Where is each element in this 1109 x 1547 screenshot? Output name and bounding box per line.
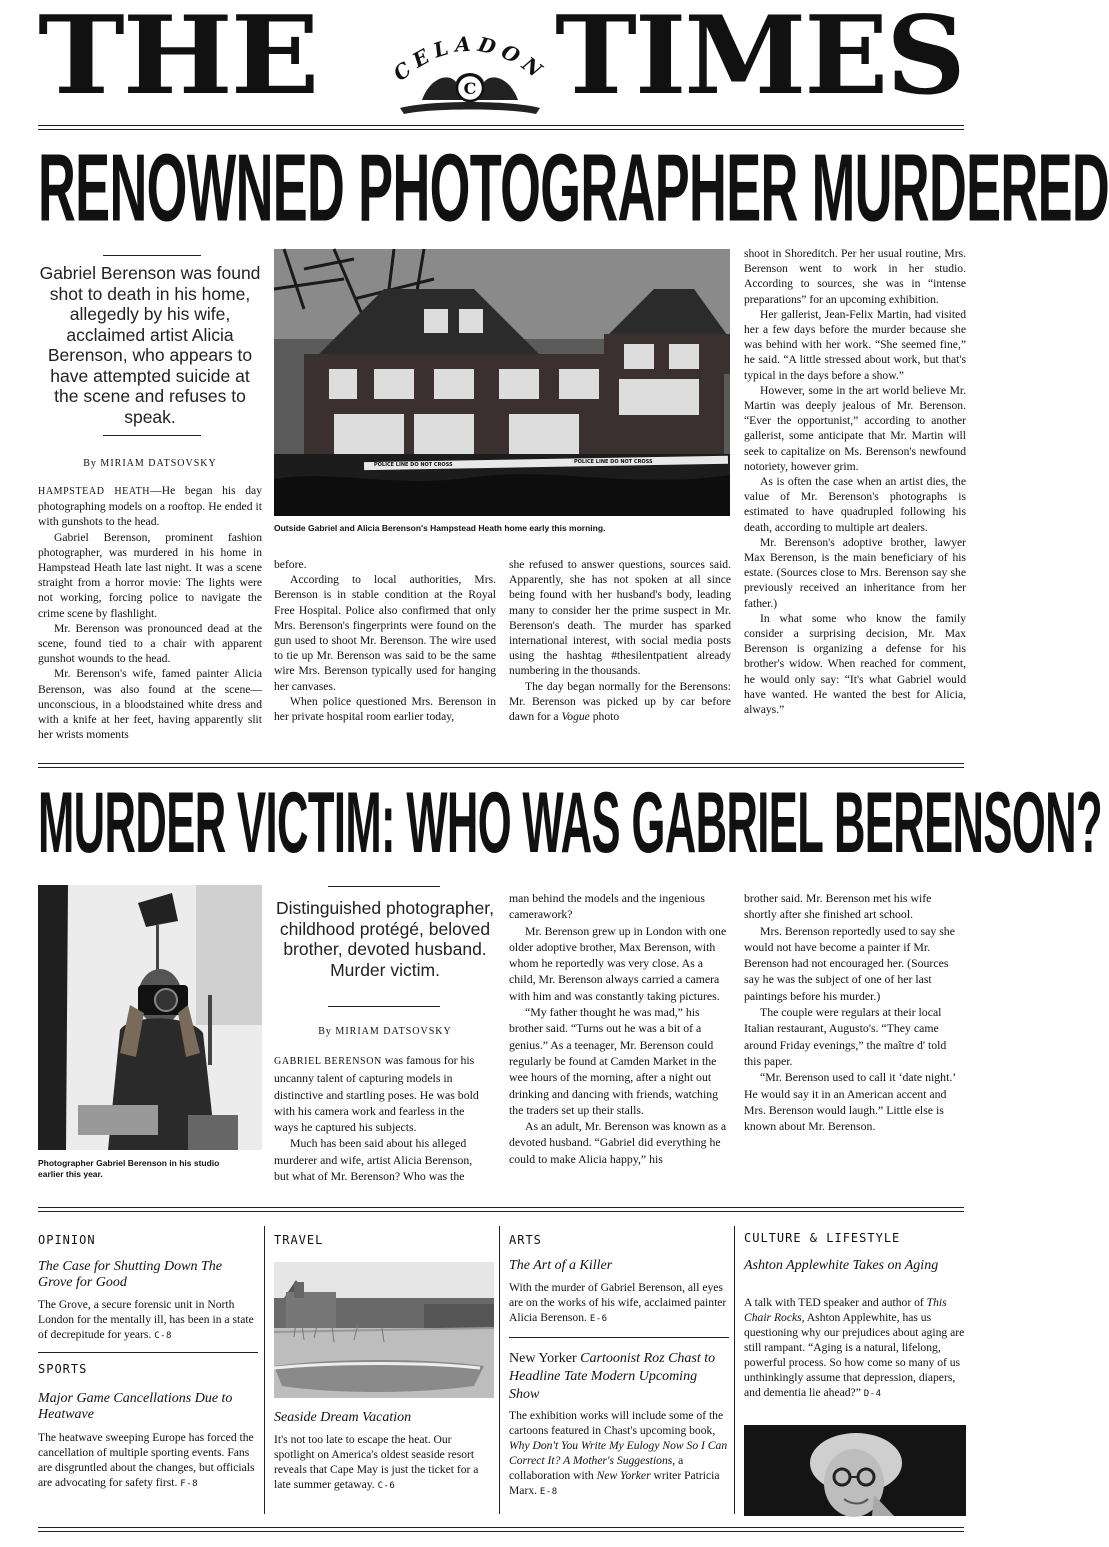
deck-rule-bottom <box>328 1006 440 1007</box>
story1-paragraph: In what some who know the family consider a surprising decision, Mr. Max Berenson is organizing a defense for his brother's widow. When reached for comment, he would only say: “It's what Gabriel would have wanted. He wanted the best for Alicia, always.” <box>744 611 966 717</box>
story1-column-1 <box>38 483 262 742</box>
travel-headline[interactable]: Seaside Dream Vacation <box>274 1410 412 1425</box>
section-rule <box>38 763 964 768</box>
story2-paragraph: Much has been said about his alleged murderer and wife, artist Alicia Berenson, but what of Mr. Berenson? Who was the <box>274 1136 473 1184</box>
story1-paragraph-text: The day began normally for the Berensons: Mr. Berenson was picked up by car before dawn for a <box>509 679 731 724</box>
story1-column-3 <box>509 557 731 724</box>
section-divider <box>38 1352 258 1353</box>
opinion-text: The Grove, a secure forensic unit in North London for the mentally ill, has been in a state of decrepitude for years. <box>38 1298 254 1341</box>
story1-paragraph: —He began his day photographing models on a rooftop. He ended it with gunshots to the head. <box>38 484 262 529</box>
story1-paragraph-text: photo <box>589 710 620 724</box>
story1-column-2 <box>274 557 496 724</box>
masthead-celadon: CELADON <box>388 31 552 86</box>
story1-paragraph: before. <box>274 558 307 571</box>
arts-headline-2-text: Cartoonist Roz Chast to Headline Tate Modern Upcoming Show <box>509 1351 716 1402</box>
publication-name: New Yorker <box>596 1469 651 1482</box>
story2-column-4 <box>744 890 966 1134</box>
travel-text: It's not too late to escape the heat. Our spotlight on America's oldest seaside resort reveals that Cape May is just the ticket for a late summer getaway. <box>274 1433 479 1491</box>
deck-rule-top <box>328 886 440 887</box>
police-tape-text: POLICE LINE DO NOT CROSS <box>374 462 453 468</box>
page-reference: E-6 <box>589 1314 608 1324</box>
story2-paragraph: was famous for his uncanny talent of capturing models in distinctive and startling poses. He was bold with his camera work and fearless in the ways he captured his subjects. <box>274 1053 479 1135</box>
page-reference: F-8 <box>180 1479 199 1489</box>
arts-headline-2-publication: New Yorker <box>509 1351 581 1366</box>
story2-paragraph: The couple were regulars at their local Italian restaurant, Augusto's. “They came around Friday evenings,” the maître d' told this paper. <box>744 1005 947 1068</box>
story1-paragraph: Her gallerist, Jean-Felix Martin, had visited her a few days before the murder because she was behind with her work. “She seemed fine,” he said. “A little stressed about work, but that's typical in the days before a show.” <box>744 307 966 382</box>
story2-paragraph: Mrs. Berenson reportedly used to say she would not have become a painter if Mr. Berenson had not encouraged her. (Sources say he was the subject of one of her last paintings before his murder.) <box>744 923 955 1003</box>
arts-headline-2[interactable] <box>509 1350 729 1404</box>
story2-byline: By MIRIAM DATSOVSKY <box>318 1026 452 1037</box>
book-title: This Chair Rocks, <box>744 1296 947 1324</box>
opinion-headline[interactable]: The Case for Shutting Down The Grove for Good <box>38 1259 222 1290</box>
column-divider <box>264 1226 265 1514</box>
story1-paragraph: Mr. Berenson's adoptive brother, lawyer Max Berenson, is the main beneficiary of his estate. (Sources close to Mrs. Berenson say she previously received an inheritance from her father.) <box>744 535 966 610</box>
arts-summary-1 <box>509 1280 729 1327</box>
book-title: Why Don't You Write My Eulogy Now So I Can Correct It? A Mother's Suggestions, <box>509 1439 728 1467</box>
story1-paragraph: she refused to answer questions, sources said. Apparently, she has not spoken at all since being found with her husband's body, leading many to consider her the prime suspect in Mr. Berenson's death. The murder has sparked international interest, with social media posts using the hashtag #thesilentpatient already numbering in the thousands. <box>509 558 731 678</box>
opinion-summary <box>38 1297 258 1344</box>
page-reference: C-6 <box>377 1481 396 1491</box>
travel-section-label[interactable]: TRAVEL <box>274 1233 324 1247</box>
culture-headline[interactable]: Ashton Applewhite Takes on Aging <box>744 1258 939 1273</box>
story1-paragraph: As is often the case when an artist dies, the value of Mr. Berenson's photographs is estimated to have quadrupled following his death, according to multiple art dealers. <box>744 475 966 534</box>
story2-deck: Distinguished photographer, childhood protégé, beloved brother, devoted husband. Murder victim. <box>276 898 494 980</box>
arts-text: a collaboration with <box>509 1454 684 1482</box>
story1-paragraph: Gabriel Berenson, prominent fashion photographer, was murdered in his home in Hampstead Heath late last night. It was a scene straight from a horror movie: The lights were not working, forcing police to navigate the crime scene by flashlight. <box>38 530 262 620</box>
opinion-section-label[interactable]: OPINION <box>38 1233 96 1247</box>
arts-text: The exhibition works will include some of the cartoons featured in Chast's upcoming book, <box>509 1409 724 1437</box>
house-photo <box>274 249 730 516</box>
arts-headline-1[interactable]: The Art of a Killer <box>509 1258 613 1273</box>
photographer-photo-image <box>38 885 262 1150</box>
house-photo-image <box>274 249 730 516</box>
arts-text: writer Patricia Marx. <box>509 1469 720 1497</box>
second-headline: MURDER VICTIM: WHO WAS GABRIEL BERENSON? <box>38 775 1102 872</box>
page-reference: E-8 <box>539 1487 558 1497</box>
arts-summary-2 <box>509 1408 729 1500</box>
story2-column-2 <box>274 1052 490 1184</box>
section-rule <box>38 1207 964 1212</box>
sports-summary <box>38 1430 258 1492</box>
arts-text: With the murder of Gabriel Berenson, all eyes are on the works of his wife, acclaimed painter Alicia Berenson. <box>509 1281 727 1324</box>
story1-paragraph: Mr. Berenson's wife, famed painter Alicia Berenson, was also found at the scene—unconscious, in a bloodstained white dress and with a knife at her feet, having apparently slit her wrists moments <box>38 667 262 742</box>
section-divider <box>509 1337 729 1338</box>
sports-headline[interactable]: Major Game Cancellations Due to Heatwave <box>38 1391 233 1422</box>
story1-paragraph: However, some in the art world believe Mr. Martin was deeply jealous of Mr. Berenson. “Ever the opportunist,” according to another gallerist, some anticipate that Mr. Martin will seek to capitalize on Ms. Berenson's newfound notoriety, however grim. <box>744 383 966 473</box>
story1-paragraph: shoot in Shoreditch. Per her usual routine, Mrs. Berenson went to work in her studio. According to sources, she was in “intense preparations” for an upcoming exhibition. <box>744 247 966 306</box>
story2-lead: GABRIEL BERENSON <box>274 1056 382 1067</box>
story2-paragraph: man behind the models and the ingenious camerawork? <box>509 891 705 922</box>
culture-text: Ashton Applewhite, has us questioning why our prejudices about aging are still rampant. “Aging is a natural, lifelong, powerful process. So how come so many of us unthinkingly assume that depression, diapers, and dementia lie ahead?” <box>744 1311 965 1399</box>
story1-paragraph: Mr. Berenson was pronounced dead at the scene, found tied to a chair with apparent gunshot wounds to the head. <box>38 621 262 666</box>
masthead-the: THE <box>38 0 318 119</box>
arts-section-label[interactable]: ARTS <box>509 1233 542 1247</box>
seaside-photo-image <box>274 1262 494 1398</box>
photographer-photo <box>38 885 262 1150</box>
travel-summary <box>274 1432 492 1494</box>
footer-rule <box>38 1527 964 1532</box>
culture-text: A talk with TED speaker and author of <box>744 1296 927 1309</box>
portrait-photo-image <box>744 1425 966 1516</box>
column-divider <box>499 1226 500 1514</box>
story2-paragraph: “Mr. Berenson used to call it ‘date night.’ He would say it in an American accent and Mrs. Berenson would laugh.” Little else is known about Mr. Berenson. <box>744 1070 956 1134</box>
police-tape-text: POLICE LINE DO NOT CROSS <box>574 459 653 465</box>
deck-rule-bottom <box>103 435 201 436</box>
house-photo-caption: Outside Gabriel and Alicia Berenson's Hampstead Heath home early this morning. <box>274 523 606 533</box>
page-reference: D-4 <box>863 1389 882 1399</box>
vogue-title: Vogue <box>561 710 590 724</box>
story1-paragraph: When police questioned Mrs. Berenson in her private hospital room earlier today, <box>274 694 496 724</box>
story2-column-3 <box>509 890 731 1167</box>
masthead <box>38 0 964 119</box>
story1-byline: By MIRIAM DATSOVSKY <box>83 458 217 469</box>
seaside-photo <box>274 1262 494 1398</box>
story1-deck: Gabriel Berenson was found shot to death in his home, allegedly by his wife, acclaimed artist Alicia Berenson, who appears to have attempted suicide at the scene and refuses to speak. <box>39 263 261 427</box>
sports-text: The heatwave sweeping Europe has forced the cancellation of multiple sporting events. Fans are disgruntled about the changes, but officials are advocating for safety first. <box>38 1431 255 1489</box>
story2-paragraph: Mr. Berenson grew up in London with one older adoptive brother, Max Berenson, with whom he reportedly was very close. As a child, Mr. Berenson always carried a camera with him and was constantly taking pictures. <box>509 923 727 1003</box>
masthead-rule <box>38 125 964 130</box>
page-reference: C-8 <box>154 1331 172 1341</box>
story2-paragraph: brother said. Mr. Berenson met his wife shortly after she finished art school. <box>744 891 932 922</box>
sports-section-label[interactable]: SPORTS <box>38 1362 88 1376</box>
main-headline: RENOWNED PHOTOGRAPHER MURDERED <box>38 134 1109 241</box>
culture-section-label[interactable]: CULTURE & LIFESTYLE <box>744 1231 901 1245</box>
story2-paragraph: “My father thought he was mad,” his brother said. “Turns out he was a bit of a genius.” As a teenager, Mr. Berenson could regularly be found at Camden Market in the wee hours of the morning, after a night out drinking and dancing with friends, watching the traders set up their stalls. <box>509 1005 719 1117</box>
story1-column-4 <box>744 246 966 717</box>
masthead-times: TIMES <box>555 0 964 119</box>
story1-paragraph: According to local authorities, Mrs. Berenson is in stable condition at the Royal Free Hospital. Police also confirmed that only Mrs. Berenson's fingerprints were found on the gun used to shoot Mr. Berenson. The wire used to tie up Mr. Berenson was said to be the same wire Mrs. Berenson typically used for hanging her canvases. <box>274 573 496 693</box>
story2-paragraph: As an adult, Mr. Berenson was known as a devoted husband. “Gabriel did everything he could to make Alicia happy,” his <box>509 1119 727 1166</box>
portrait-photo <box>744 1425 966 1516</box>
svg-text:C: C <box>463 79 477 98</box>
column-divider <box>734 1226 735 1514</box>
celadon-crest-icon <box>360 22 580 118</box>
photographer-photo-caption: Photographer Gabriel Berenson in his studio earlier this year. <box>38 1158 220 1179</box>
dateline: HAMPSTEAD HEATH <box>38 486 151 497</box>
culture-summary <box>744 1295 966 1402</box>
deck-rule-top <box>103 255 201 256</box>
